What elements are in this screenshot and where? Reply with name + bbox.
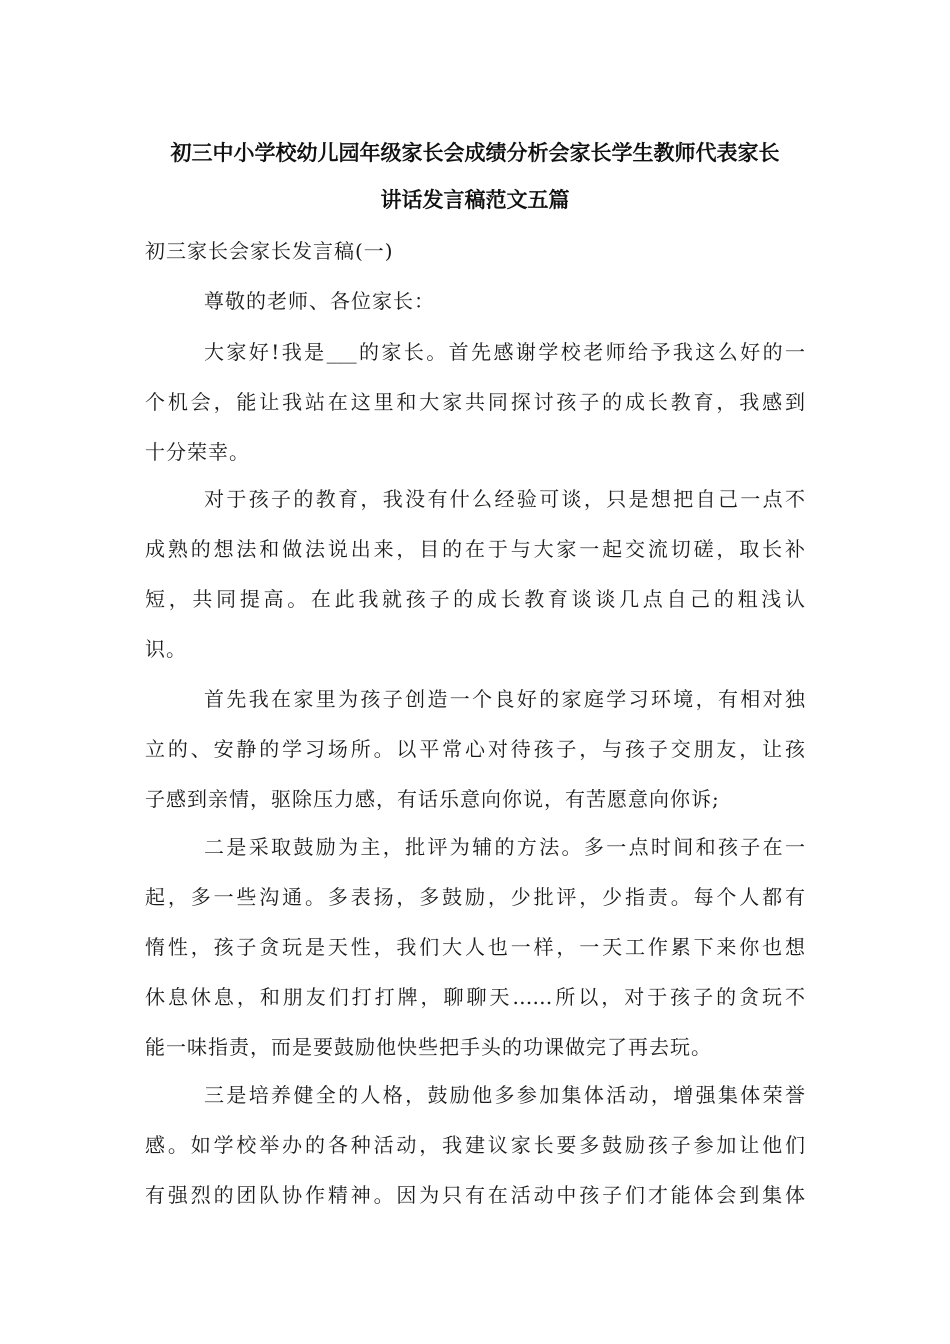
paragraph-line: 个机会，能让我站在这里和大家共同探讨孩子的成长教育，我感到	[145, 390, 805, 414]
paragraph-line: 惰性，孩子贪玩是天性，我们大人也一样，一天工作累下来你也想	[145, 935, 805, 959]
paragraph-line: 能一味指责，而是要鼓励他快些把手头的功课做完了再去玩。	[145, 1035, 712, 1059]
paragraph-line: 二是采取鼓励为主，批评为辅的方法。多一点时间和孩子在一	[204, 835, 805, 859]
document-title-line-1: 初三中小学校幼儿园年级家长会成绩分析会家长学生教师代表家长	[170, 141, 780, 165]
paragraph-line: 识。	[145, 637, 187, 661]
paragraph-line: 对于孩子的教育，我没有什么经验可谈，只是想把自己一点不	[204, 487, 805, 511]
document-title-line-2: 讲话发言稿范文五篇	[380, 188, 570, 212]
paragraph-line: 成熟的想法和做法说出来，目的在于与大家一起交流切磋，取长补	[145, 537, 805, 561]
paragraph-line: 三是培养健全的人格，鼓励他多参加集体活动，增强集体荣誉	[204, 1083, 805, 1107]
salutation-line: 尊敬的老师、各位家长：	[204, 289, 435, 313]
paragraph-line: 首先我在家里为孩子创造一个良好的家庭学习环境，有相对独	[204, 687, 805, 711]
paragraph-line: 感。如学校举办的各种活动，我建议家长要多鼓励孩子参加让他们	[145, 1133, 805, 1157]
paragraph-line: 立的、安静的学习场所。以平常心对待孩子，与孩子交朋友，让孩	[145, 737, 805, 761]
paragraph-line: 子感到亲情，驱除压力感，有话乐意向你说，有苦愿意向你诉;	[145, 787, 720, 811]
paragraph-line: 有强烈的团队协作精神。因为只有在活动中孩子们才能体会到集体	[145, 1183, 805, 1207]
paragraph-line: 休息休息，和朋友们打打牌，聊聊天……所以，对于孩子的贪玩不	[145, 985, 805, 1009]
paragraph-line: 起，多一些沟通。多表扬，多鼓励，少批评，少指责。每个人都有	[145, 885, 805, 909]
paragraph-line: 大家好!我是___的家长。首先感谢学校老师给予我这么好的一	[204, 340, 805, 364]
section-heading: 初三家长会家长发言稿(一)	[145, 239, 394, 263]
paragraph-line: 短，共同提高。在此我就孩子的成长教育谈谈几点自己的粗浅认	[145, 587, 805, 611]
paragraph-line: 十分荣幸。	[145, 440, 250, 464]
